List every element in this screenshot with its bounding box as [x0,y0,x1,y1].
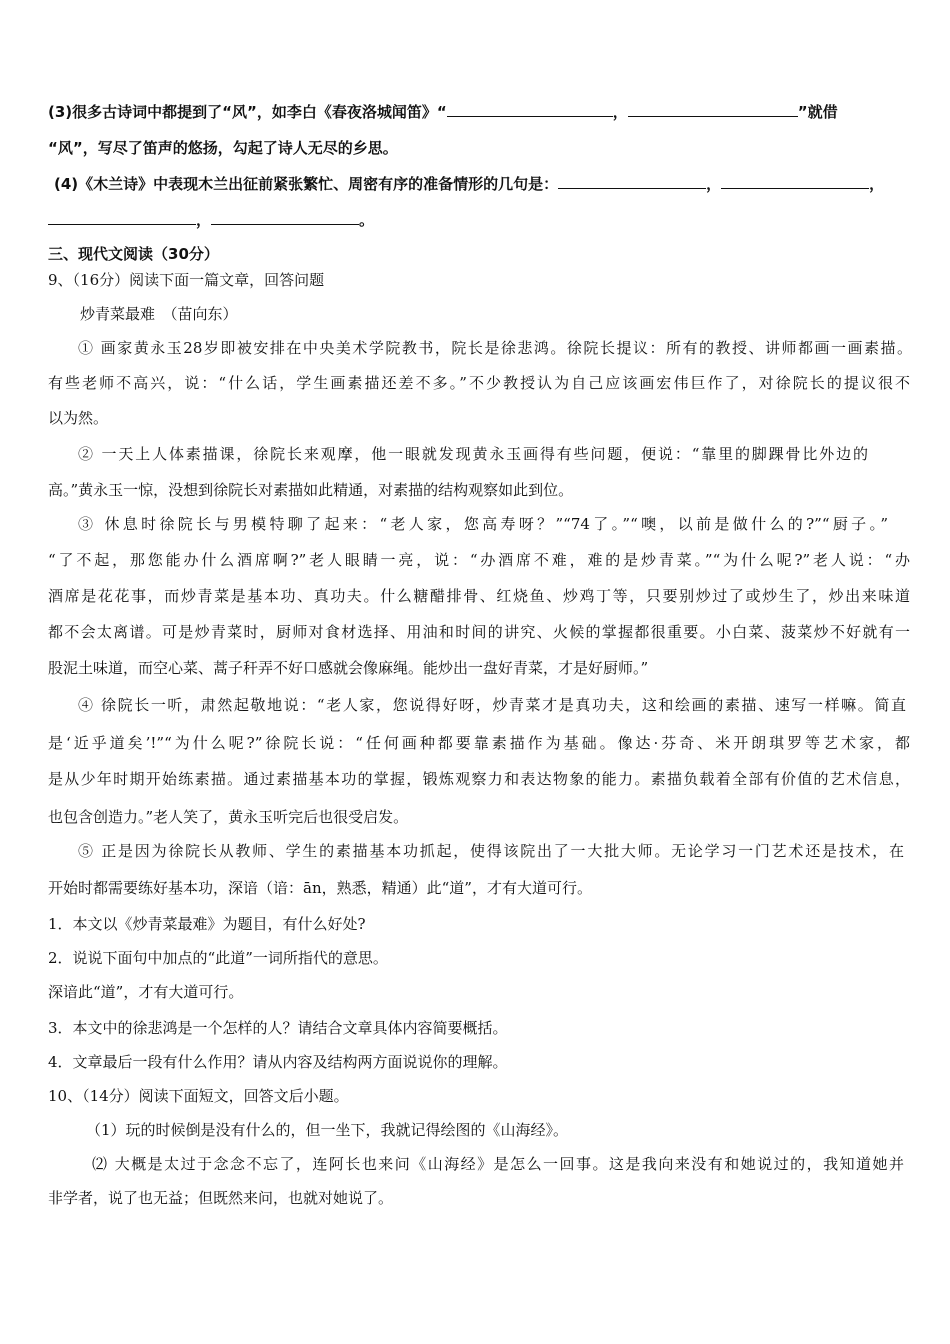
paragraph-line: 开始时都需要练好基本功，深谙（谙：ān，熟悉，精通）此“道”，才有大道可行。 [48,879,592,897]
question-4: (4)《木兰诗》中表现木兰出征前紧张繁忙、周密有序的准备情形的几句是： ， ， [54,175,885,193]
answer-blank[interactable] [558,174,706,189]
paragraph-line: 是‘近乎道矣’!”“为什么呢?”徐院长说：“任何画种都要靠素描作为基础。像达·芬奇、米开朗琪罗等艺术家，都 [48,734,910,752]
paragraph-line: 是从少年时期开始练素描。通过素描基本功的掌握，锻炼观察力和表达物象的能力。素描负载着全部有价值的艺术信息， [48,770,910,788]
question-item: 深谙此“道”，才有大道可行。 [48,983,244,1001]
section-title: 三、现代文阅读（30分） [48,245,219,263]
paragraph-line: 有些老师不高兴，说：“什么话，学生画素描还差不多。”不少教授认为自己应该画宏伟巨作了，对徐院长的提议很不 [48,374,910,392]
answer-blank[interactable] [628,102,798,117]
paragraph-line: ③ 休息时徐院长与男模特聊了起来：“老人家，您高寿呀？”“74了。”“噢，以前是做什么的?”“厨子。” [78,515,888,533]
paragraph-line: （1）玩的时候倒是没有什么的，但一坐下，我就记得绘图的《山海经》。 [86,1121,569,1139]
paragraph-line: ⑤ 正是因为徐院长从教师、学生的素描基本功抓起，使得该院出了一大批大师。无论学习一门艺术还是技术，在 [78,842,904,860]
paragraph-line: 酒席是花花事，而炒青菜是基本功、真功夫。什么糖醋排骨、红烧鱼、炒鸡丁等，只要别炒过了或炒生了，炒出来味道 [48,587,910,605]
paragraph-line: ② 一天上人体素描课，徐院长来观摩，他一眼就发现黄永玉画得有些问题，便说：“靠里的脚踝骨比外边的 [78,445,868,463]
answer-blank[interactable] [721,174,869,189]
question-4-continued: ， 。 [48,210,910,230]
question-3: (3)很多古诗词中都提到了“风”，如李白《春夜洛城闻笛》“ ， ”就借 [48,103,838,121]
q10-header: 10、（14分）阅读下面短文，回答文后小题。 [48,1087,349,1105]
answer-blank[interactable] [211,210,359,225]
paragraph-line: 股泥土味道，而空心菜、蒿子秆弄不好口感就会像麻绳。能炒出一盘好青菜，才是好厨师。” [48,659,649,677]
answer-blank[interactable] [48,210,196,225]
question-item: 2．说说下面句中加点的“此道”一词所指代的意思。 [48,949,388,967]
paragraph-line: “了不起，那您能办什么酒席啊?”老人眼睛一亮，说：“办酒席不难，难的是炒青菜。”“为什么呢?”老人说：“办 [48,551,910,569]
paragraph-line: 也包含创造力。”老人笑了，黄永玉听完后也很受启发。 [48,808,409,826]
question-item: 1．本文以《炒青菜最难》为题目，有什么好处? [48,915,366,933]
paragraph-line: ⑵ 大概是太过于念念不忘了，连阿长也来问《山海经》是怎么一回事。这是我向来没有和她说过的，我知道她并 [92,1155,904,1173]
question-item: 3．本文中的徐悲鸿是一个怎样的人？请结合文章具体内容简要概括。 [48,1019,508,1037]
paragraph-line: 都不会太离谱。可是炒青菜时，厨师对食材选择、用油和时间的讲究、火候的掌握都很重要。小白菜、菠菜炒不好就有一 [48,623,910,641]
paragraph-line: ① 画家黄永玉28岁即被安排在中央美术学院教书，院长是徐悲鸿。徐院长提议：所有的教授、讲师都画一画素描。 [78,339,912,357]
question-item: 4．文章最后一段有什么作用？请从内容及结构两方面说说你的理解。 [48,1053,508,1071]
q9-header: 9、（16分）阅读下面一篇文章，回答问题 [48,271,325,289]
paragraph-line: 非学者，说了也无益；但既然来问，也就对她说了。 [48,1189,394,1207]
paragraph-line: ④ 徐院长一听，肃然起敬地说：“老人家，您说得好呀，炒青菜才是真功夫，这和绘画的素描、速写一样嘛。简直 [78,696,906,714]
paragraph-line: 以为然。 [48,409,109,427]
paragraph-line: 高。”黄永玉一惊，没想到徐院长对素描如此精通，对素描的结构观察如此到位。 [48,481,574,499]
article-title: 炒青菜最难 （苗向东） [80,305,238,323]
question-3-continued: “风”，写尽了笛声的悠扬，勾起了诗人无尽的乡思。 [48,139,398,157]
answer-blank[interactable] [447,102,613,117]
